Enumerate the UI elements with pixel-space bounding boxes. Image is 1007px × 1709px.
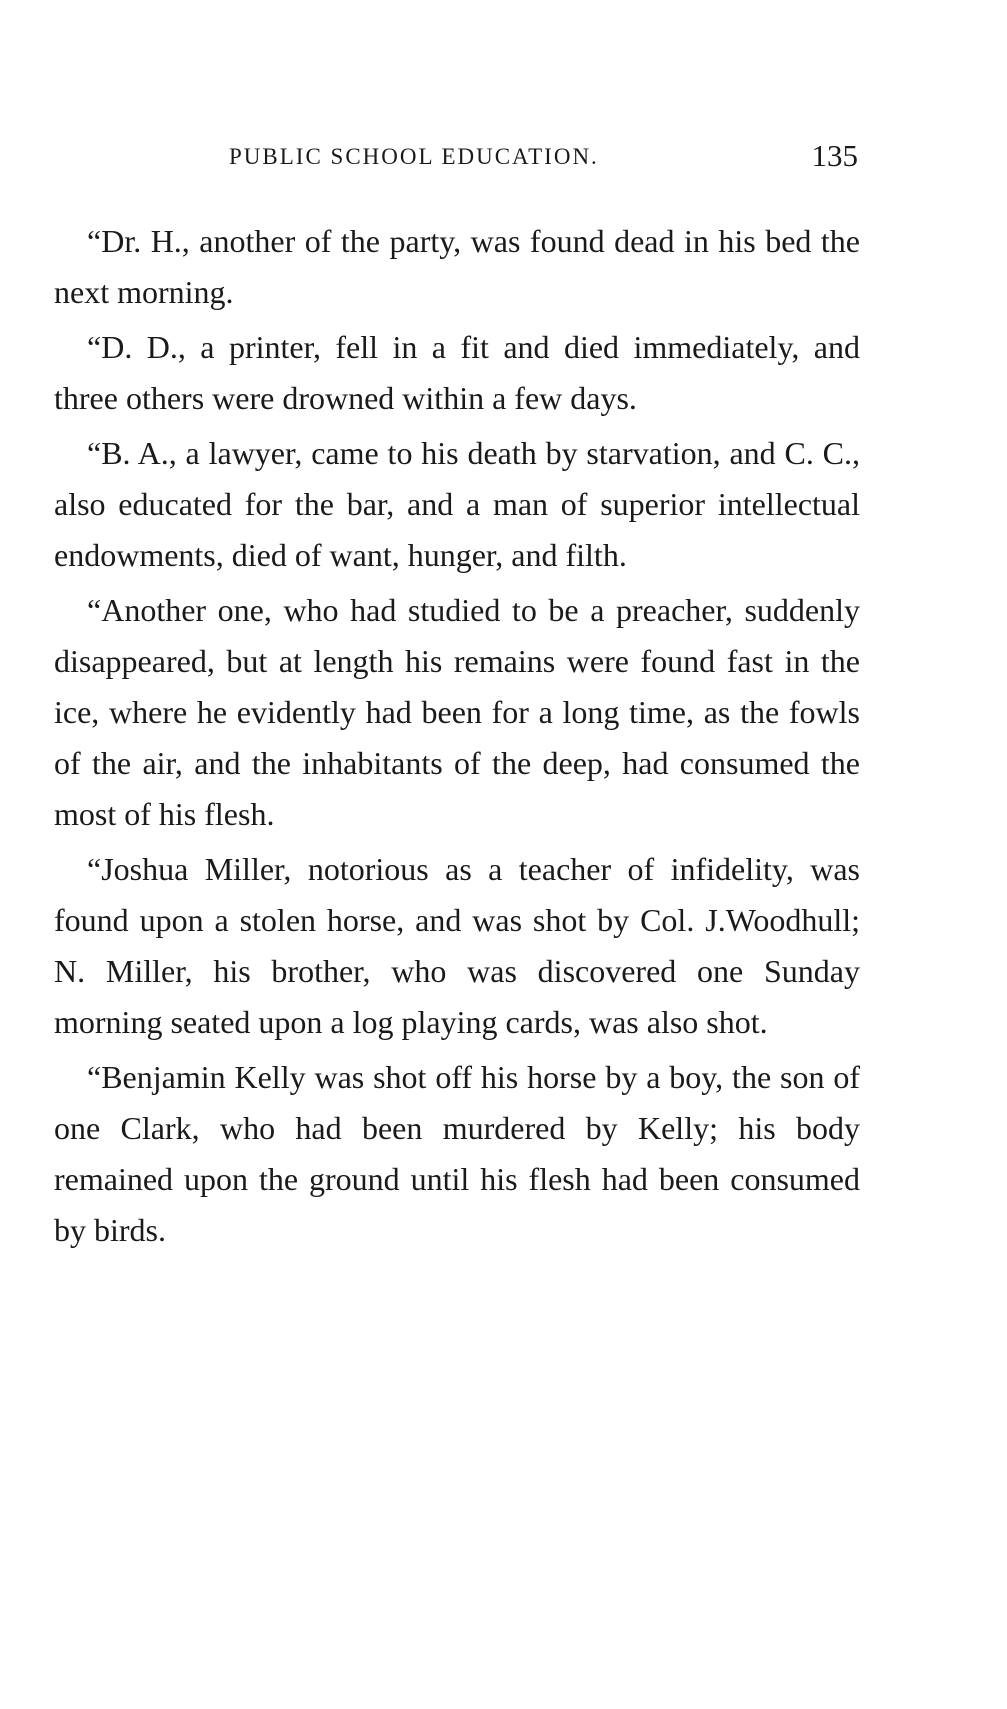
paragraph-joshua-miller: “Joshua Miller, notorious as a teacher of infidelity, was found upon a stolen horse, and was shot by Col. J.Woodhull; N. Miller, his brother, who was discovered one Sunday morning seated upon a log playing cards, was also shot. [54, 851, 860, 1040]
paragraph-benjamin-kelly: “Benjamin Kelly was shot off his horse by a boy, the son of one Clark, who had been murdered by Kelly; his body remained upon the ground until his flesh had been consumed by birds. [54, 1059, 860, 1248]
body-text [54, 216, 860, 1260]
page-number: 135 [811, 138, 858, 173]
paragraph-d-d: “D. D., a printer, fell in a fit and died immediately, and three others were drowned within a few days. [54, 329, 860, 416]
running-title: PUBLIC SCHOOL EDUCATION. [229, 144, 599, 169]
paragraph-b-a: “B. A., a lawyer, came to his death by starvation, and C. C., also educated for the bar, and a man of superior intellectual endowments, died of want, hunger, and filth. [54, 435, 860, 573]
paragraph-preacher: “Another one, who had studied to be a preacher, suddenly disappeared, but at length his remains were found fast in the ice, where he evidently had been for a long time, as the fowls of the air, and the inhabitants of the deep, had consumed the most of his flesh. [54, 592, 860, 832]
running-head [54, 138, 858, 182]
paragraph-dr-h: “Dr. H., another of the party, was found dead in his bed the next morning. [54, 223, 860, 310]
